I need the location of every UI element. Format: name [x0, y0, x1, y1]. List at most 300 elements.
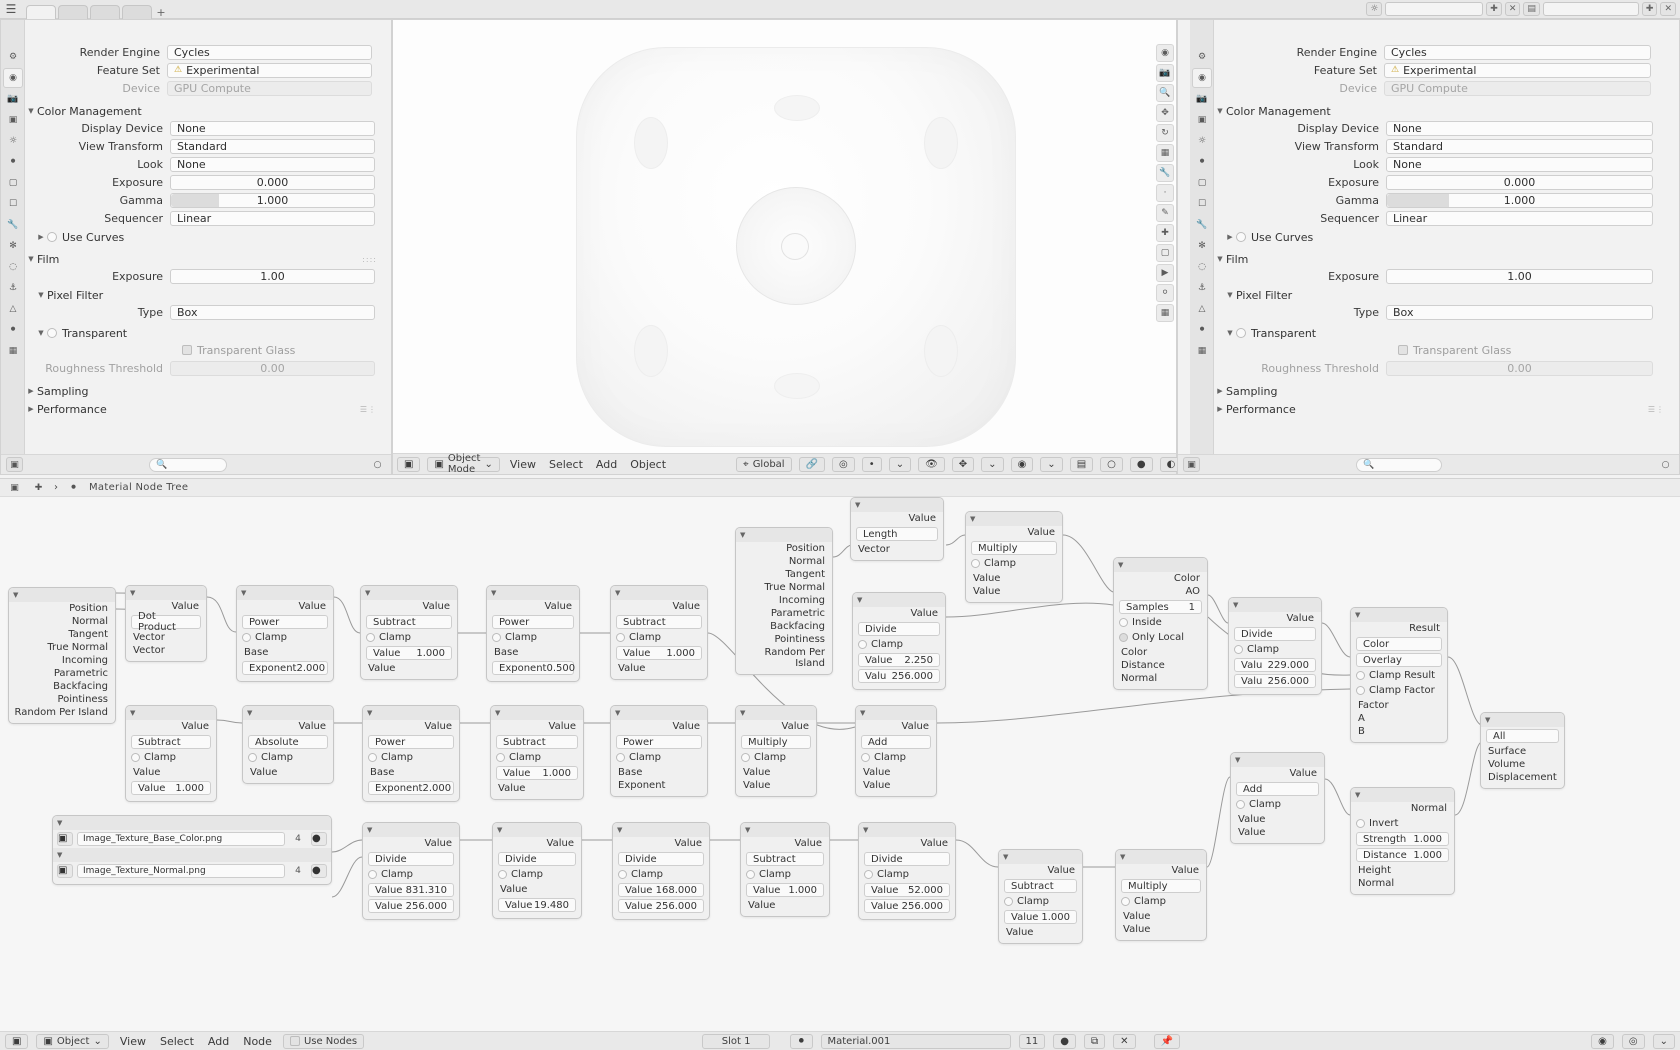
- snap-node-icon[interactable]: ◉: [1591, 1034, 1614, 1049]
- node-field-value-1[interactable]: Value 831.310: [368, 883, 454, 897]
- node-clamp-toggle[interactable]: Clamp: [616, 631, 702, 644]
- node-header[interactable]: ▼: [9, 588, 115, 602]
- node-output-value[interactable]: Value: [910, 608, 938, 619]
- node-input-value-2[interactable]: Value: [618, 663, 646, 674]
- node-header[interactable]: ▼: [999, 850, 1082, 864]
- viewport-menu-add[interactable]: Add: [595, 457, 618, 471]
- properties-filter-icon-right[interactable]: ○: [1661, 459, 1670, 470]
- node-field-value-2[interactable]: Value 1.000: [131, 781, 211, 795]
- node-subtract-4[interactable]: [490, 705, 584, 800]
- gamma-slider-right[interactable]: [1386, 193, 1653, 208]
- image-row-divider[interactable]: ▼: [53, 848, 331, 862]
- node-menu-select[interactable]: Select: [159, 1034, 194, 1048]
- node-clamp-toggle[interactable]: Clamp: [492, 631, 574, 644]
- exposure-slider[interactable]: 0.000: [170, 175, 375, 190]
- tab-output-right[interactable]: 📷: [1196, 94, 1208, 104]
- node-input-factor[interactable]: Factor: [1358, 700, 1389, 711]
- tab-constraints-right[interactable]: ⚓: [1197, 283, 1207, 293]
- pixel-filter-type-dropdown[interactable]: Box: [170, 305, 375, 320]
- node-operation-dropdown[interactable]: Divide: [858, 622, 940, 636]
- node-operation-dropdown[interactable]: Add: [1236, 782, 1319, 796]
- node-output-value[interactable]: Value: [672, 601, 700, 612]
- tab-particles-right[interactable]: ✻: [1198, 241, 1206, 251]
- node-output-value[interactable]: Value: [781, 721, 809, 732]
- use-curves-section[interactable]: [35, 228, 377, 246]
- workspace-tab-2[interactable]: [58, 5, 88, 19]
- overlays-chevron[interactable]: ⌄: [1040, 457, 1062, 472]
- node-operation-dropdown[interactable]: Multiply: [1121, 879, 1201, 893]
- node-output-value[interactable]: Value: [901, 721, 929, 732]
- node-header[interactable]: ▼: [851, 498, 943, 512]
- node-header[interactable]: ▼: [736, 706, 816, 720]
- node-operation-dropdown[interactable]: Subtract: [496, 735, 578, 749]
- node-input-exponent[interactable]: Exponent: [618, 780, 666, 791]
- node-input-value-1[interactable]: Value: [973, 573, 1001, 584]
- node-input-base[interactable]: Base: [244, 647, 269, 658]
- display-device-dropdown-right[interactable]: None: [1386, 121, 1653, 136]
- performance-section-right[interactable]: [1214, 400, 1665, 418]
- node-output-value[interactable]: Value: [1171, 865, 1199, 876]
- app-menu-icon[interactable]: ☰: [5, 2, 17, 16]
- node-target-dropdown[interactable]: All: [1486, 729, 1559, 743]
- node-divide-a[interactable]: [362, 822, 460, 920]
- camera-view-icon[interactable]: 📷: [1156, 64, 1174, 82]
- node-field-exponent[interactable]: Exponent 0.500: [492, 661, 574, 675]
- node-menu-node[interactable]: Node: [243, 1034, 272, 1048]
- node-input-vector-2[interactable]: Vector: [133, 645, 165, 656]
- node-output-value[interactable]: Value: [424, 838, 452, 849]
- node-header[interactable]: ▼: [363, 706, 459, 720]
- node-operation-dropdown[interactable]: Power: [616, 735, 702, 749]
- node-field-value-1[interactable]: Value 1.000: [1004, 910, 1077, 924]
- shader-type-dropdown[interactable]: [36, 1034, 108, 1049]
- node-clamp-toggle[interactable]: Clamp: [368, 751, 454, 764]
- node-clamp-toggle[interactable]: Clamp: [496, 751, 578, 764]
- film-exposure-slider[interactable]: 1.00: [170, 269, 375, 284]
- node-header[interactable]: ▼: [853, 593, 945, 607]
- node-operation-dropdown[interactable]: Dot Product: [131, 615, 201, 629]
- annotate-icon[interactable]: ✎: [1156, 204, 1174, 222]
- node-input-normal[interactable]: Normal: [1358, 878, 1395, 889]
- node-header[interactable]: ▼: [361, 586, 457, 600]
- node-output-backfacing[interactable]: Backfacing: [770, 621, 825, 632]
- node-output-random-per-island[interactable]: Random Per Island: [14, 707, 108, 718]
- node-output-value[interactable]: Value: [548, 721, 576, 732]
- node-clamp-factor-toggle[interactable]: Clamp Factor: [1356, 684, 1442, 697]
- unlink-scene-icon[interactable]: ✕: [1505, 2, 1521, 16]
- properties-search-input-left[interactable]: [149, 458, 227, 472]
- node-header[interactable]: ▼: [1229, 598, 1321, 612]
- node-output-true-normal[interactable]: True Normal: [47, 642, 108, 653]
- node-input-base[interactable]: Base: [370, 767, 395, 778]
- node-clamp-toggle[interactable]: Clamp: [861, 751, 931, 764]
- tab-physics-right[interactable]: ◌: [1198, 262, 1206, 272]
- node-field-value-1[interactable]: Value 1.000: [746, 883, 824, 897]
- material-users-count[interactable]: 11: [1019, 1034, 1046, 1049]
- node-output-value[interactable]: Value: [1289, 768, 1317, 779]
- tab-render[interactable]: ◉: [3, 68, 23, 88]
- node-field-value-2[interactable]: Value 256.000: [618, 899, 704, 913]
- node-output-value[interactable]: Value: [298, 721, 326, 732]
- display-device-dropdown[interactable]: None: [170, 121, 375, 136]
- node-clamp-toggle[interactable]: Clamp: [368, 868, 454, 881]
- node-input-value-2[interactable]: Value: [743, 780, 771, 791]
- sequencer-dropdown-right[interactable]: Linear: [1386, 211, 1653, 226]
- unlink-material-icon[interactable]: ✕: [1113, 1034, 1135, 1049]
- node-operation-dropdown[interactable]: Power: [492, 615, 574, 629]
- use-curves-section-right[interactable]: [1224, 228, 1665, 246]
- node-input-normal[interactable]: Normal: [1121, 673, 1158, 684]
- node-header[interactable]: ▼: [1351, 608, 1447, 622]
- node-subtract-2[interactable]: [610, 585, 708, 680]
- tab-data[interactable]: △: [9, 304, 17, 314]
- node-operation-dropdown[interactable]: Multiply: [971, 541, 1057, 555]
- shading-material-preview[interactable]: ◐: [1160, 457, 1183, 472]
- node-operation-dropdown[interactable]: Subtract: [746, 852, 824, 866]
- tab-tool-right[interactable]: ⚙: [1197, 52, 1207, 62]
- tab-collection[interactable]: ▢: [8, 178, 18, 188]
- node-clamp-toggle[interactable]: Clamp: [1121, 895, 1201, 908]
- node-clamp-result-toggle[interactable]: Clamp Result: [1356, 669, 1442, 682]
- tab-render-right[interactable]: ◉: [1192, 68, 1212, 88]
- node-operation-dropdown[interactable]: Divide: [864, 852, 950, 866]
- transparent-checkbox[interactable]: [47, 328, 57, 338]
- node-input-height[interactable]: Height: [1358, 865, 1392, 876]
- node-input-value-2[interactable]: Value: [368, 663, 396, 674]
- node-output-position[interactable]: Position: [69, 603, 108, 614]
- node-dot-product[interactable]: [125, 585, 207, 662]
- node-field-value-1[interactable]: Value 1.000: [616, 646, 702, 660]
- transparent-section-right[interactable]: [1224, 324, 1665, 342]
- node-multiply-mid[interactable]: [735, 705, 817, 797]
- node-field-samples[interactable]: Samples 1: [1119, 600, 1202, 614]
- node-input-value-2[interactable]: Value: [1238, 827, 1266, 838]
- node-clamp-toggle[interactable]: Clamp: [366, 631, 452, 644]
- node-output-normal[interactable]: Normal: [788, 556, 825, 567]
- tab-texture-right[interactable]: ▦: [1197, 346, 1207, 356]
- node-header[interactable]: ▼: [237, 586, 333, 600]
- editor-type-icon-left[interactable]: ▣: [6, 457, 23, 472]
- node-field-value-1[interactable]: Value 2.250: [858, 653, 940, 667]
- node-multiply-bottom[interactable]: [1115, 849, 1207, 941]
- node-clamp-toggle[interactable]: Clamp: [864, 868, 950, 881]
- node-power-3[interactable]: [362, 705, 460, 802]
- node-inside-toggle[interactable]: Inside: [1119, 616, 1202, 629]
- use-curves-checkbox-right[interactable]: [1236, 232, 1246, 242]
- node-field-strength[interactable]: Strength 1.000: [1356, 832, 1449, 846]
- select-box-icon[interactable]: ▢: [1156, 244, 1174, 262]
- node-operation-dropdown[interactable]: Absolute: [248, 735, 328, 749]
- cursor-icon[interactable]: ✚: [1156, 224, 1174, 242]
- use-nodes-toggle[interactable]: [283, 1034, 364, 1049]
- transform-orientation-dropdown[interactable]: [736, 457, 792, 472]
- node-input-value-1[interactable]: Value: [863, 767, 891, 778]
- node-clamp-toggle[interactable]: Clamp: [1236, 798, 1319, 811]
- gizmo-chevron[interactable]: ⌄: [981, 457, 1003, 472]
- node-material-output[interactable]: [1480, 712, 1565, 789]
- viewport-menu-select[interactable]: Select: [548, 457, 583, 471]
- node-operation-dropdown[interactable]: Add: [861, 735, 931, 749]
- tab-modifier[interactable]: 🔧: [7, 220, 19, 230]
- node-divide-top[interactable]: [852, 592, 946, 690]
- node-power-2[interactable]: [486, 585, 580, 682]
- pixel-filter-section[interactable]: [35, 286, 377, 304]
- node-operation-dropdown[interactable]: Length: [856, 527, 938, 541]
- node-divide-right[interactable]: [1228, 597, 1322, 695]
- node-output-normal[interactable]: Normal: [1410, 803, 1447, 814]
- pin-icon[interactable]: 📌: [1154, 1034, 1180, 1049]
- node-input-value[interactable]: Value: [250, 767, 278, 778]
- node-absolute[interactable]: [242, 705, 334, 784]
- node-menu-view[interactable]: View: [119, 1034, 146, 1048]
- node-header[interactable]: ▼: [363, 823, 459, 837]
- node-operation-dropdown[interactable]: Divide: [368, 852, 454, 866]
- node-output-value[interactable]: Value: [1286, 613, 1314, 624]
- remove-view-layer-icon[interactable]: ✕: [1660, 2, 1676, 16]
- node-ambient-occlusion[interactable]: [1113, 557, 1208, 690]
- node-output-tangent[interactable]: Tangent: [68, 629, 108, 640]
- gamma-slider[interactable]: [170, 193, 375, 208]
- node-operation-dropdown[interactable]: Multiply: [741, 735, 811, 749]
- node-field-distance[interactable]: Distance 1.000: [1356, 848, 1449, 862]
- node-divide-b[interactable]: [492, 822, 582, 919]
- node-clamp-toggle[interactable]: Clamp: [131, 751, 211, 764]
- properties-filter-icon-left[interactable]: ○: [373, 459, 382, 470]
- node-field-value-1[interactable]: Value 52.000: [864, 883, 950, 897]
- viewport-gizmo-icon[interactable]: ◉: [1156, 44, 1174, 62]
- sampling-section[interactable]: [25, 382, 377, 400]
- transparent-glass-checkbox[interactable]: [182, 345, 192, 355]
- material-slot-dropdown[interactable]: Slot 1: [702, 1034, 770, 1049]
- node-clamp-toggle[interactable]: Clamp: [498, 868, 576, 881]
- node-header[interactable]: ▼: [611, 586, 707, 600]
- node-output-value[interactable]: Value: [544, 601, 572, 612]
- view-layer-icon[interactable]: ▤: [1523, 2, 1540, 16]
- node-output-value[interactable]: Value: [424, 721, 452, 732]
- tool-wrench-icon[interactable]: 🔧: [1156, 164, 1174, 182]
- node-operation-dropdown[interactable]: Power: [242, 615, 328, 629]
- viewport-menu-object[interactable]: Object: [630, 457, 667, 471]
- node-add-right[interactable]: [1230, 752, 1325, 844]
- shader-node-editor[interactable]: [0, 478, 1680, 1050]
- node-power-4[interactable]: [610, 705, 708, 797]
- node-mix-overlay[interactable]: [1350, 607, 1448, 743]
- tab-view-layer[interactable]: ▣: [8, 115, 18, 125]
- node-output-backfacing[interactable]: Backfacing: [53, 681, 108, 692]
- node-output-parametric[interactable]: Parametric: [770, 608, 825, 619]
- node-output-color[interactable]: Color: [1173, 573, 1200, 584]
- shading-wireframe[interactable]: ○: [1100, 457, 1123, 472]
- proportional-edit-toggle[interactable]: ◎: [832, 457, 855, 472]
- node-operation-dropdown[interactable]: Subtract: [131, 735, 211, 749]
- tab-output[interactable]: 📷: [7, 94, 19, 104]
- render-engine-dropdown-right[interactable]: Cycles: [1384, 45, 1651, 60]
- viewport-menu-view[interactable]: View: [509, 457, 536, 471]
- node-output-value[interactable]: Value: [672, 721, 700, 732]
- node-field-value-2[interactable]: Value 256.000: [368, 899, 454, 913]
- 3d-viewport[interactable]: [392, 19, 1177, 475]
- tab-material[interactable]: ⚫: [9, 325, 17, 335]
- node-blend-mode-dropdown[interactable]: Overlay: [1356, 653, 1442, 667]
- color-management-section-right[interactable]: [1214, 102, 1665, 120]
- node-output-pointiness[interactable]: Pointiness: [774, 634, 825, 645]
- node-input-distance[interactable]: Distance: [1121, 660, 1165, 671]
- node-header[interactable]: ▼: [741, 823, 829, 837]
- node-bump[interactable]: [1350, 787, 1455, 895]
- node-output-pointiness[interactable]: Pointiness: [57, 694, 108, 705]
- node-output-value[interactable]: Value: [298, 601, 326, 612]
- transparent-glass-checkbox-right[interactable]: [1398, 345, 1408, 355]
- node-header[interactable]: ▼: [856, 706, 936, 720]
- workspace-tab-1[interactable]: [26, 5, 56, 19]
- node-output-value[interactable]: Value: [422, 601, 450, 612]
- new-material-icon[interactable]: ⧉: [1084, 1034, 1105, 1049]
- overlays-toggle[interactable]: ◉: [1011, 457, 1034, 472]
- node-input-vector-1[interactable]: Vector: [133, 632, 165, 643]
- node-output-value[interactable]: Value: [794, 838, 822, 849]
- node-field-exponent[interactable]: Exponent 2.000: [242, 661, 328, 675]
- node-geometry-mid[interactable]: [735, 527, 833, 675]
- node-header[interactable]: ▼: [736, 528, 832, 542]
- node-field-value-1[interactable]: Value 168.000: [618, 883, 704, 897]
- workspace-tab-3[interactable]: [90, 5, 120, 19]
- node-header[interactable]: ▼: [487, 586, 579, 600]
- browse-material-icon[interactable]: ⚫: [790, 1034, 812, 1049]
- browse-image-icon-1[interactable]: ▣: [57, 832, 73, 846]
- node-operation-dropdown[interactable]: Subtract: [366, 615, 452, 629]
- node-input-value-2[interactable]: Value: [1006, 927, 1034, 938]
- fake-user-icon[interactable]: ●: [1053, 1034, 1076, 1049]
- node-output-value[interactable]: Value: [181, 721, 209, 732]
- node-output-parametric[interactable]: Parametric: [53, 668, 108, 679]
- node-input-value-2[interactable]: Value: [973, 586, 1001, 597]
- snap-toggle[interactable]: 🔗: [799, 457, 825, 472]
- node-data-type-dropdown[interactable]: Color: [1356, 637, 1442, 651]
- gizmo-toggle[interactable]: ✥: [952, 457, 974, 472]
- use-nodes-checkbox[interactable]: [290, 1036, 300, 1046]
- editor-type-icon-viewport[interactable]: ▣: [397, 457, 420, 472]
- node-output-incoming[interactable]: Incoming: [778, 595, 825, 606]
- node-field-value-2[interactable]: Value 19.480: [498, 898, 576, 912]
- node-output-value[interactable]: Value: [674, 838, 702, 849]
- node-output-value[interactable]: Value: [1047, 865, 1075, 876]
- node-input-b[interactable]: B: [1358, 726, 1365, 737]
- node-output-result[interactable]: Result: [1409, 623, 1440, 634]
- render-engine-dropdown[interactable]: Cycles: [167, 45, 372, 60]
- object-mode-dropdown[interactable]: [427, 453, 499, 475]
- overlay-node-icon[interactable]: ◎: [1622, 1034, 1645, 1049]
- tab-world[interactable]: ⚫: [9, 157, 17, 167]
- look-dropdown-right[interactable]: None: [1386, 157, 1653, 172]
- node-input-value-1[interactable]: Value: [500, 884, 528, 895]
- node-field-value-1[interactable]: Valu 229.000: [1234, 658, 1316, 672]
- node-header[interactable]: ▼: [126, 586, 206, 600]
- node-clamp-toggle[interactable]: Clamp: [248, 751, 328, 764]
- add-workspace-icon[interactable]: +: [156, 5, 166, 19]
- transform-icon[interactable]: ▶: [1156, 264, 1174, 282]
- move-view-icon[interactable]: ✥: [1156, 104, 1174, 122]
- node-operation-dropdown[interactable]: Power: [368, 735, 454, 749]
- node-header[interactable]: ▼: [243, 706, 333, 720]
- node-power-1[interactable]: [236, 585, 334, 682]
- node-clamp-toggle[interactable]: Clamp: [746, 868, 824, 881]
- scene-field[interactable]: [1385, 2, 1483, 16]
- color-management-section[interactable]: [25, 102, 377, 120]
- node-operation-dropdown[interactable]: Subtract: [616, 615, 702, 629]
- view-transform-dropdown[interactable]: Standard: [170, 139, 375, 154]
- node-input-base[interactable]: Base: [494, 647, 519, 658]
- view-transform-dropdown-right[interactable]: Standard: [1386, 139, 1653, 154]
- node-output-random-per-island[interactable]: Random Per Island: [764, 647, 825, 669]
- node-header[interactable]: ▼: [1231, 753, 1324, 767]
- tab-view-layer-right[interactable]: ▣: [1197, 115, 1207, 125]
- sampling-section-right[interactable]: [1214, 382, 1665, 400]
- pixel-filter-type-dropdown-right[interactable]: Box: [1386, 305, 1653, 320]
- node-vector-length[interactable]: [850, 497, 944, 561]
- node-input-displacement[interactable]: Displacement: [1488, 772, 1557, 783]
- node-input-value-1[interactable]: Value: [133, 767, 161, 778]
- node-divide-c[interactable]: [612, 822, 710, 920]
- overlay-grid-icon[interactable]: ▦: [1156, 304, 1174, 322]
- ortho-persp-icon[interactable]: ▦: [1156, 144, 1174, 162]
- node-output-value[interactable]: Value: [546, 838, 574, 849]
- node-input-value-2[interactable]: Value: [1123, 924, 1151, 935]
- node-output-normal[interactable]: Normal: [71, 616, 108, 627]
- node-subtract-1[interactable]: [360, 585, 458, 680]
- node-output-value[interactable]: Value: [920, 838, 948, 849]
- node-header[interactable]: ▼: [611, 706, 707, 720]
- node-input-value-2[interactable]: Value: [748, 900, 776, 911]
- node-options-chevron[interactable]: ⌄: [1653, 1034, 1675, 1049]
- shading-solid[interactable]: ●: [1130, 457, 1153, 472]
- node-header[interactable]: ▼: [1351, 788, 1454, 802]
- node-header[interactable]: ▼: [53, 816, 331, 830]
- image-shield-icon-2[interactable]: ●: [311, 864, 327, 878]
- node-clamp-toggle[interactable]: Clamp: [242, 631, 328, 644]
- node-input-value-1[interactable]: Value: [1238, 814, 1266, 825]
- tab-scene[interactable]: ☼: [8, 136, 18, 146]
- node-clamp-toggle[interactable]: Clamp: [741, 751, 811, 764]
- node-header[interactable]: ▼: [1116, 850, 1206, 864]
- feature-set-dropdown-right[interactable]: [1384, 63, 1651, 78]
- node-clamp-toggle[interactable]: Clamp: [858, 638, 940, 651]
- node-output-value[interactable]: Value: [171, 601, 199, 612]
- node-clamp-toggle[interactable]: Clamp: [1234, 643, 1316, 656]
- node-clamp-toggle[interactable]: Clamp: [1004, 895, 1077, 908]
- image-name-field-1[interactable]: Image_Texture_Base_Color.png: [77, 832, 285, 846]
- tab-modifier-right[interactable]: 🔧: [1196, 220, 1208, 230]
- view-layer-field[interactable]: [1543, 2, 1639, 16]
- node-header[interactable]: ▼: [1481, 713, 1564, 727]
- falloff-chevron[interactable]: ⌄: [889, 457, 911, 472]
- look-dropdown[interactable]: None: [170, 157, 375, 172]
- node-output-value[interactable]: Value: [1027, 527, 1055, 538]
- editor-type-icon-right[interactable]: ▣: [1183, 457, 1200, 472]
- browse-image-icon-2[interactable]: ▣: [57, 864, 73, 878]
- node-output-position[interactable]: Position: [786, 543, 825, 554]
- node-subtract-5[interactable]: [740, 822, 830, 917]
- node-input-volume[interactable]: Volume: [1488, 759, 1526, 770]
- film-exposure-slider-right[interactable]: 1.00: [1386, 269, 1653, 284]
- node-field-value-2[interactable]: Valu 256.000: [1234, 674, 1316, 688]
- tab-collection-right[interactable]: ▢: [1197, 178, 1207, 188]
- node-subtract-6[interactable]: [998, 849, 1083, 944]
- node-input-color[interactable]: Color: [1121, 647, 1148, 658]
- measure-icon[interactable]: ⋅: [1156, 184, 1174, 202]
- transparent-section[interactable]: [35, 324, 377, 342]
- node-clamp-toggle[interactable]: Clamp: [616, 751, 702, 764]
- transparent-checkbox-right[interactable]: [1236, 328, 1246, 338]
